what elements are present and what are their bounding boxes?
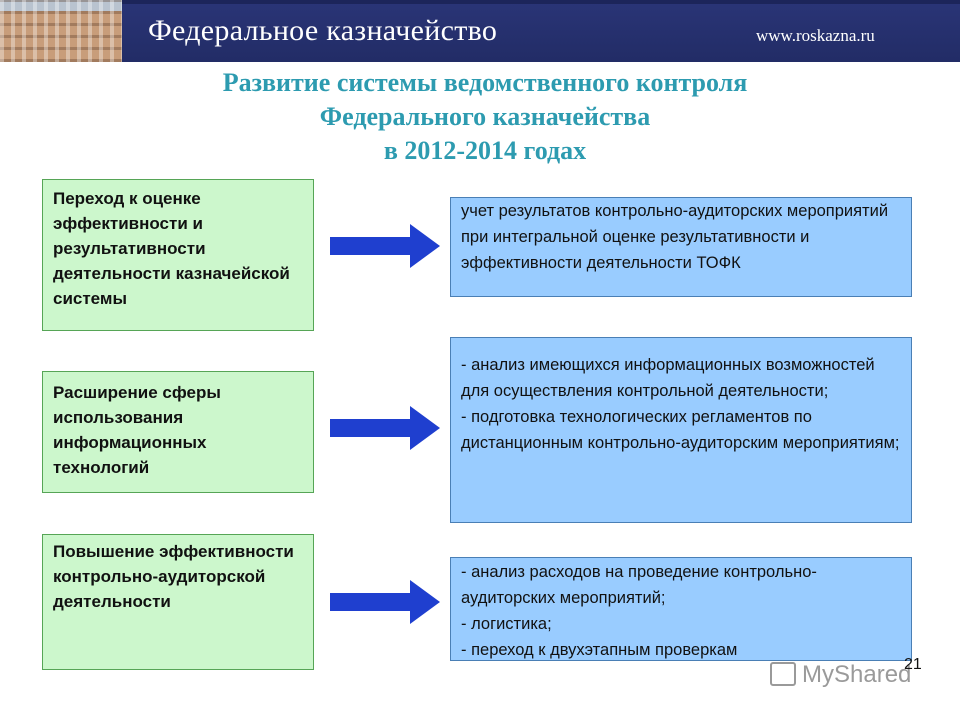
right-box-3: - анализ расходов на проведение контрольно-аудиторских мероприятий; - логистика; - переход к двухэтапным проверкам (450, 557, 912, 661)
right-box-1: учет результатов контрольно-аудиторских мероприятий при интегральной оценке результативности и эффективности деятельности ТОФК (450, 197, 912, 297)
title-line-1: Развитие системы ведомственного контроля (222, 68, 748, 97)
header-bar (0, 0, 960, 62)
header-title: Федеральное казначейство (148, 14, 498, 47)
building-photo (0, 0, 122, 62)
arrow-right-icon (330, 578, 440, 626)
arrow-right-icon (330, 404, 440, 452)
header-url[interactable]: www.roskazna.ru (756, 26, 875, 45)
arrow-right-icon (330, 222, 440, 270)
left-box-1: Переход к оценке эффективности и результативности деятельности казначейской системы (42, 179, 314, 331)
title-line-3: в 2012-2014 годах (383, 136, 587, 165)
page-number: 21 (904, 656, 922, 673)
left-box-3: Повышение эффективности контрольно-аудиторской деятельности (42, 534, 314, 670)
watermark-text: MyShared (802, 661, 912, 688)
presentation-icon (770, 662, 796, 686)
left-box-2: Расширение сферы использования информационных технологий (42, 371, 314, 493)
slide-title (0, 66, 960, 168)
title-line-2: Федерального казначейства (319, 102, 651, 131)
header-top-strip (122, 0, 960, 4)
right-box-2: - анализ имеющихся информационных возможностей для осуществления контрольной деятельности; - подготовка технологических регламентов по дистанционным контрольно-аудиторским мероприятиям; (450, 337, 912, 523)
